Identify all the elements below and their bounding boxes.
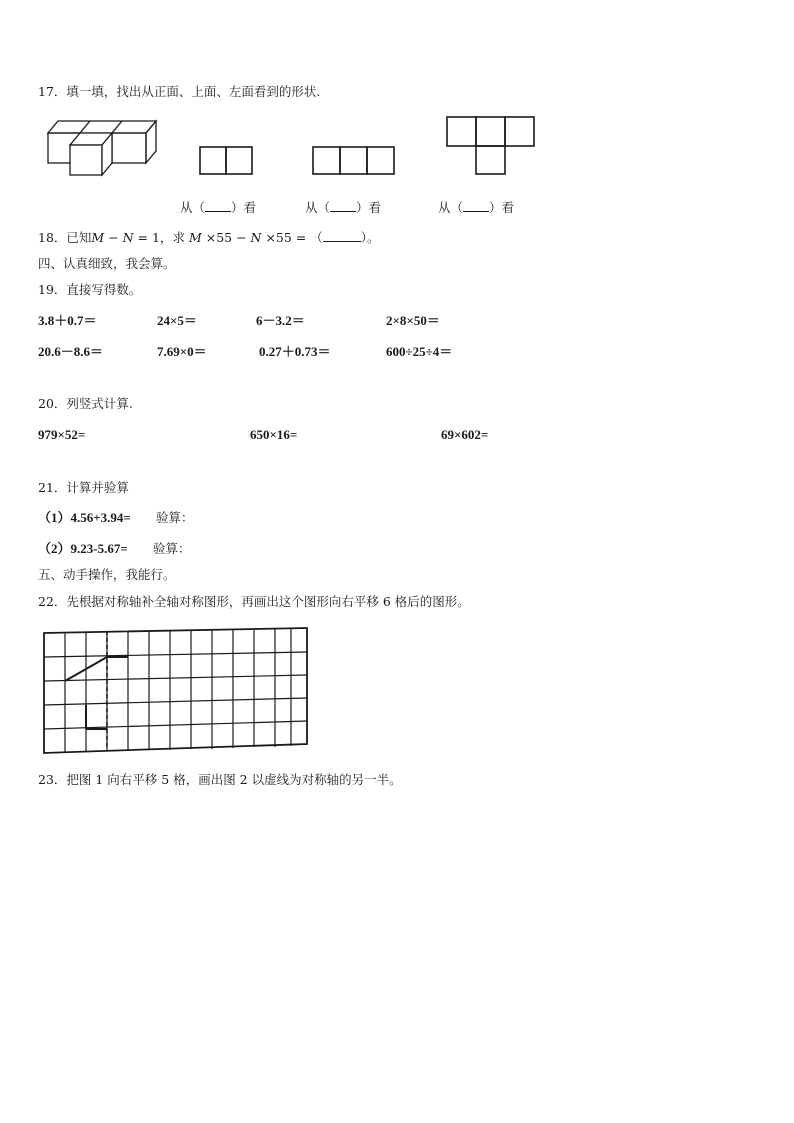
section-4-heading: 四、认真细致，我会算。 xyxy=(38,256,176,271)
view-label-3: 从（ ）看 xyxy=(438,200,515,215)
calc-item: 0.27＋0.73＝ xyxy=(259,344,331,359)
view-label-1: 从（ ）看 xyxy=(180,200,257,215)
q21-title: 21．计算并验算 xyxy=(38,480,129,495)
calc-item: 6－3.2＝ xyxy=(256,313,305,328)
calc-item: 2×8×50＝ xyxy=(386,313,440,328)
calc-item: 3.8＋0.7＝ xyxy=(38,313,97,328)
answer-blank[interactable] xyxy=(463,199,489,212)
q21-check-2: 验算： xyxy=(153,541,191,556)
q21-item-1: （1）4.56+3.94= xyxy=(38,510,131,525)
calc-item: 24×5＝ xyxy=(157,313,197,328)
q19-title: 19．直接写得数。 xyxy=(38,282,142,297)
cube-stack-figure xyxy=(46,119,158,177)
view-three-squares xyxy=(312,146,396,176)
half-figure xyxy=(65,657,128,681)
view-label-2: 从（ ）看 xyxy=(305,200,382,215)
q21-check-1: 验算： xyxy=(156,510,194,525)
section-5-heading: 五、动手操作，我能行。 xyxy=(38,567,176,582)
answer-blank[interactable] xyxy=(330,199,356,212)
q17-text: 17．填一填，找出从正面、上面、左面看到的形状. xyxy=(38,84,321,99)
q21-item-2: （2）9.23-5.67= xyxy=(38,541,128,556)
view-two-squares xyxy=(199,146,255,176)
q20-title: 20．列竖式计算. xyxy=(38,396,133,411)
answer-blank[interactable] xyxy=(205,199,231,212)
calc-item: 20.6－8.6＝ xyxy=(38,344,104,359)
view-t-shape xyxy=(446,116,536,176)
q23-text: 23．把图 1 向右平移 5 格，画出图 2 以虚线为对称轴的另一半。 xyxy=(38,772,402,787)
vertical-calc-item: 979×52= xyxy=(38,427,86,442)
answer-blank[interactable] xyxy=(323,229,361,242)
q22-text: 22．先根据对称轴补全轴对称图形，再画出这个图形向右平移 6 格后的图形。 xyxy=(38,594,470,609)
calc-item: 600÷25÷4＝ xyxy=(386,344,453,359)
vertical-calc-item: 650×16= xyxy=(250,427,298,442)
calc-item: 7.69×0＝ xyxy=(157,344,207,359)
symmetry-grid[interactable] xyxy=(42,627,310,755)
vertical-calc-item: 69×602= xyxy=(441,427,489,442)
q18-text: 18．已知M − N = 1，求 M ×55 − N ×55 = （ ）。 xyxy=(38,230,380,245)
